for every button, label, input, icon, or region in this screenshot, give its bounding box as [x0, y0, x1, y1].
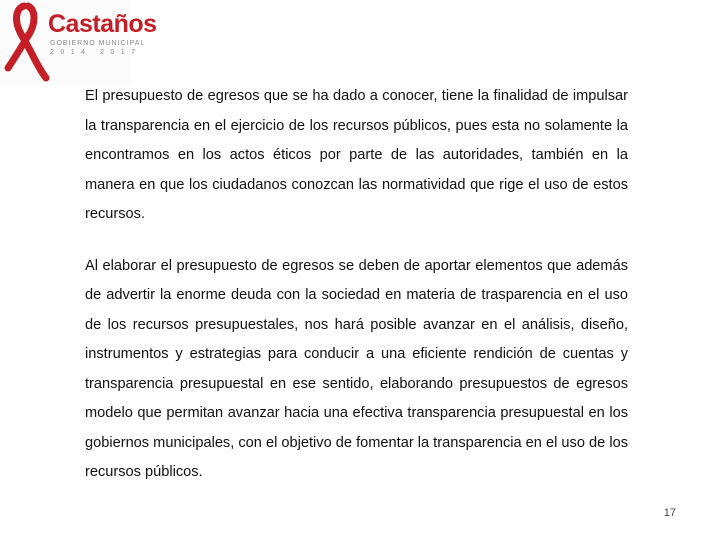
- document-body: [85, 82, 628, 488]
- castanos-logo: [0, 0, 157, 86]
- paragraph-2: Al elaborar el presupuesto de egresos se deben de aportar elementos que además de advertir la enorme deuda con la sociedad en materia de trasparencia en el uso de los recursos presupuestales, nos hará posible avanzar en el análisis, diseño, instrumentos y estrategias para conducir a una eficiente rendición de cuentas y transparencia presupuestal en ese sentido, elaborando presupuestos de egresos modelo que permitan avanzar hacia una efectiva transparencia presupuestal en los gobiernos municipales, con el objetivo de fomentar la transparencia en el uso de los recursos públicos.: [85, 257, 628, 480]
- logo-title: Castaños: [48, 10, 157, 38]
- logo-years: 2014 2017: [50, 49, 142, 56]
- paragraph-1: El presupuesto de egresos que se ha dado a conocer, tiene la finalidad de impulsar la transparencia en el ejercicio de los recursos públicos, pues esta no solamente la encontramos en los actos éticos por parte de las autoridades, también en la manera en que los ciudadanos conozcan las normatividad que rige el uso de estos recursos.: [85, 88, 628, 222]
- page-number: 17: [663, 507, 676, 519]
- logo-subtitle: GOBIERNO MUNICIPAL: [50, 40, 146, 47]
- ribbon-icon: [2, 2, 52, 82]
